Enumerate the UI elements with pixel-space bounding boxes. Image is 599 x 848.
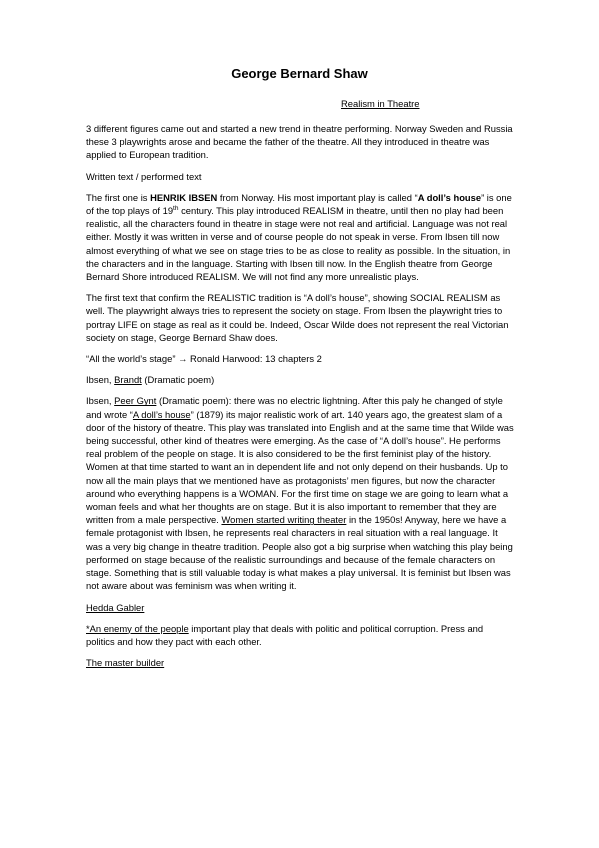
page-title: George Bernard Shaw	[231, 66, 368, 81]
paragraph-brandt: Ibsen, Brandt (Dramatic poem)	[86, 374, 215, 386]
section-subtitle: Realism in Theatre	[341, 98, 420, 109]
paragraph-harwood: “All the world’s stage” → Ronald Harwood: 13 chapters 2	[86, 353, 322, 365]
play-title: A doll’s house	[417, 191, 482, 203]
paragraph-realistic-tradition: The first text that confirm the REALISTIC tradition is “A doll’s house”, showing SOCIAL REALISM as well. The playwright always tries to represent the society on stage. From Ibsen the playwright tries to portray LIFE on stage as real as it could be. Indeed, Oscar Wilde does not represent the real Victorian society on stage, George Bernard Shaw does.	[86, 292, 509, 343]
heading-master-builder: The master builder	[86, 657, 165, 669]
paragraph-enemy-people: *An enemy of the people important play that deals with politic and political corruption. Press and politics and how they pact with each other.	[86, 622, 484, 647]
document-body	[86, 122, 514, 677]
heading-hedda-gabler: Hedda Gabler	[86, 601, 145, 613]
paragraph-written-text: Written text / performed text	[86, 170, 202, 182]
paragraph-intro: 3 different figures came out and started a new trend in theatre performing. Norway Sweden and Russia these 3 playwrights arose and became the father of the theatre. All they introduced in theatre was applied to European tradition.	[86, 123, 513, 161]
ibsen-name: HENRIK IBSEN	[150, 191, 218, 203]
arrow-icon: →	[178, 353, 188, 365]
paragraph-peer-gynt: Ibsen, Peer Gynt (Dramatic poem): there was no electric lightning. After this paly he changed of style and wrote “A doll’s house” (1879) its major realistic work of art. 140 years ago, the greatest slam of a door of the history of theatre. This play was translated into English and at the same time that Wilde was being successful, other kind of theatres were emerging. As the case of “A doll’s house”. He performs real problem of the people on stage. It is also considered to be the first feminist play of the history. Women at that time started to want an in dependent life and not only depend on their husbands. Up to now all the main plays that we mentioned have as protagonists’ men figures, but now the character around who everything happens is a WOMAN. For the first time on stage we are going to learn what a woman feels and what her thoughts are on stage. But it is also important to remember that they are written from a male perspective. Women started writing theater in the 1950s! Anyway, here we have a female protagonist with Ibsen, he represents real characters in real situation with a real language. It was a very big change in theatre tradition. People also got a big surprise when watching this play being performed on stage because of the realistic surroundings and because of the female characters on stage. Something that is still valuable today is what makes a play universal. It is feminist but Ibsen was not aware about was feminism was when writing it.	[86, 395, 514, 592]
paragraph-ibsen: The first one is HENRIK IBSEN from Norway. His most important play is called “A doll’s house” is one of the top plays of 19th century. This play introduced REALISM in theatre, until then no play had been realistic, all the characters found in theatre in stage were not real and artificial. Language was not real either. Mostly it was written in verse and of course people do not speak in verse. From Ibsen till now almost everything of what we see on stage tries to be as close to reality as possible. In the situation, in the characters and in the language. Starting with Ibsen till now. In the English theatre from George Bernard Shore introduced REALISM. We will not find any more unrealistic plays.	[86, 191, 512, 283]
